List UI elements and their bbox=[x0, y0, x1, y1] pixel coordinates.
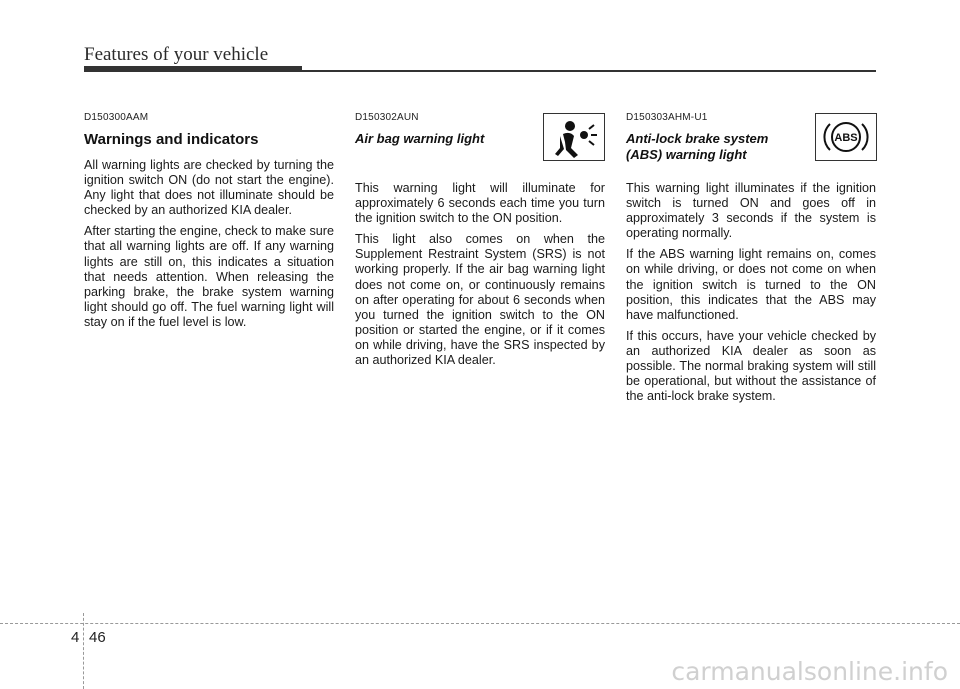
paragraph: All warning lights are checked by turning the ignition switch ON (do not start the engine). Any light that does not illuminate should be checked by an authorized KIA dealer. bbox=[84, 158, 334, 218]
watermark: carmanualsonline.info bbox=[671, 657, 948, 686]
paragraph: This light also comes on when the Supplement Restraint System (SRS) is not working properly. If the air bag warning light does not come on, or continuously remains on after operating for about 6 seconds when you turned the ignition switch to the ON position or started the engine, or if it comes on while driving, have the SRS inspected by an authorized KIA dealer. bbox=[355, 232, 605, 368]
section-subtitle-line2: (ABS) warning light bbox=[626, 147, 747, 162]
section-subtitle: Anti-lock brake system bbox=[626, 131, 769, 146]
abs-warning-icon-box bbox=[815, 113, 877, 161]
section-warnings-indicators bbox=[84, 112, 334, 336]
paragraph: If this occurs, have your vehicle checked by an authorized KIA dealer as soon as possible. The normal braking system will still be operational, but without the assistance of the anti-lock brake system. bbox=[626, 328, 876, 404]
section-subtitle: Air bag warning light bbox=[355, 131, 485, 146]
paragraph: After starting the engine, check to make sure that all warning lights are off. If any warning lights are still on, this indicates a situation that needs attention. When releasing the parking brake, the brake system warning light should go off. The fuel warning light will stay on if the fuel level is low. bbox=[84, 224, 334, 329]
chapter-number: 4 bbox=[71, 629, 80, 646]
header-rule bbox=[302, 70, 876, 72]
paragraph: If the ABS warning light remains on, comes on while driving, or does not come on when the ignition switch is turned to the ON position, this indicates that the ABS may have malfunctioned. bbox=[626, 247, 876, 322]
paragraph: This warning light will illuminate for approximately 6 seconds each time you turn the ignition switch to the ON position. bbox=[355, 181, 605, 226]
page-header-title: Features of your vehicle bbox=[84, 44, 269, 65]
section-code: D150300AAM bbox=[84, 112, 149, 123]
section-code: D150303AHM-U1 bbox=[626, 112, 708, 123]
abs-icon-label: ABS bbox=[834, 132, 858, 144]
section-code: D150302AUN bbox=[355, 112, 419, 123]
footer-rule bbox=[0, 623, 960, 624]
paragraph: This warning light illuminates if the ignition switch is turned ON and goes off in approximately 3 seconds if the system is operating normally. bbox=[626, 181, 876, 241]
airbag-warning-icon-box bbox=[543, 113, 605, 161]
section-title: Warnings and indicators bbox=[84, 131, 259, 148]
page-number: 46 bbox=[89, 629, 106, 646]
footer-vertical-rule bbox=[83, 613, 84, 689]
abs-warning-icon bbox=[816, 114, 876, 160]
header-bar bbox=[84, 66, 302, 72]
airbag-warning-icon bbox=[544, 114, 604, 160]
